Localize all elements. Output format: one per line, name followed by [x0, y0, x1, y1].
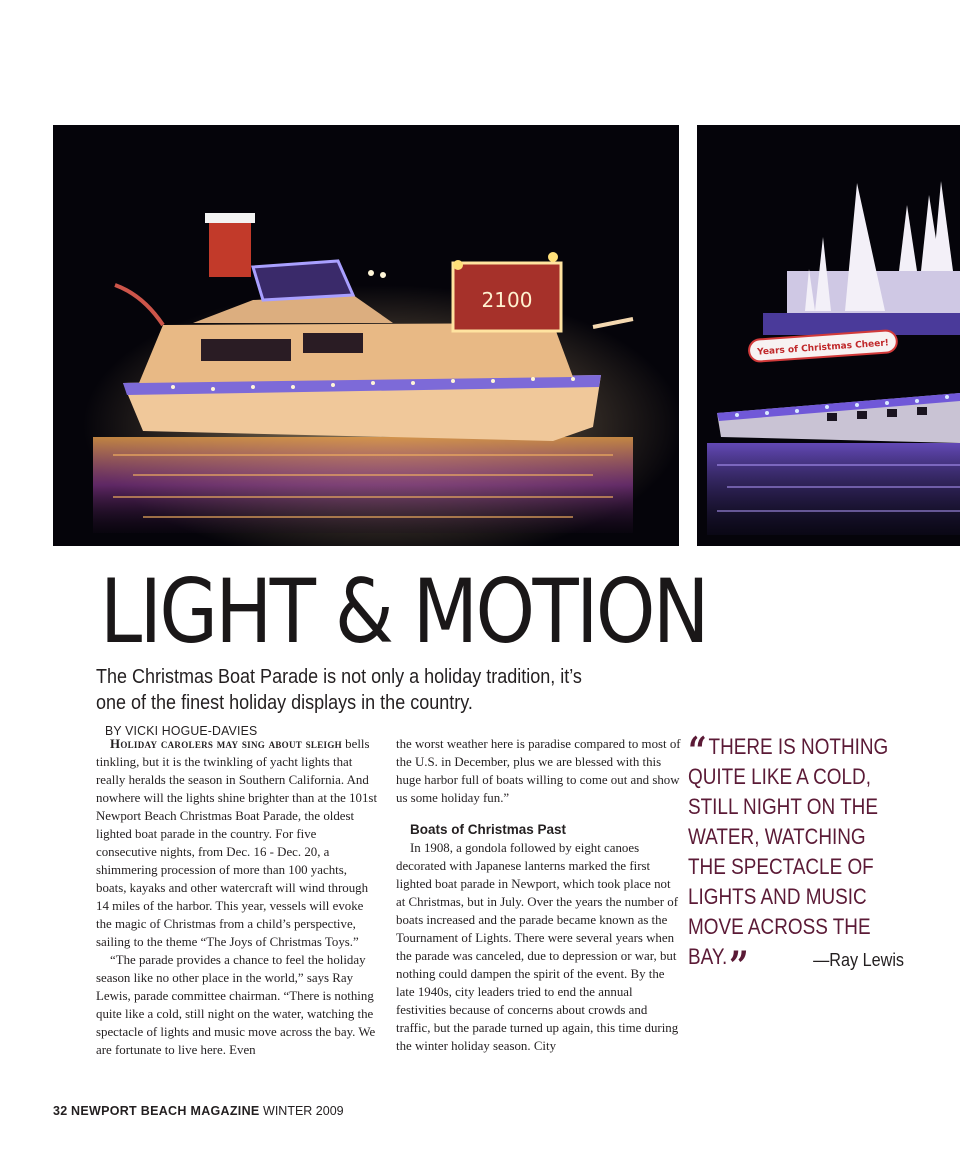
byline: BY VICKI HOGUE-DAVIES [105, 723, 258, 738]
issue-date: WINTER 2009 [263, 1104, 344, 1118]
dek-text: The Christmas Boat Parade is not only a holiday tradition, it’s one of the finest holiday displays in the country. [96, 666, 582, 714]
section-subhead: Boats of Christmas Past [410, 822, 567, 837]
body-column-2 [396, 735, 682, 1055]
publication-name: NEWPORT BEACH MAGAZINE [71, 1104, 260, 1118]
pull-quote [688, 728, 928, 990]
lighted-yacht-photo [53, 125, 679, 546]
body-paragraph: “The parade provides a chance to feel the holiday season like no other place in the world,” says Ray Lewis, parade committee chairman. “There is nothing quite like a cold, still night on the water, watching the spectacle of lights and music move across the bay. We are fortunate to live here. Even [96, 953, 376, 1057]
body-paragraph: the worst weather here is paradise compared to most of the U.S. in December, plus we are blessed with this huge harbor full of boats willing to come out and show us some holiday fun.” [396, 737, 681, 805]
article-headline: LIGHT & MOTION [100, 560, 707, 663]
boat-sign-number: 2100 [481, 288, 533, 312]
open-quote-icon: “ [688, 728, 707, 773]
page-number: 32 [53, 1104, 68, 1118]
lead-in: Holiday carolers may sing about sleigh [110, 737, 342, 751]
page-footer [53, 1104, 344, 1118]
body-paragraph [96, 735, 378, 951]
body-column-1 [96, 735, 378, 1059]
pull-quote-attribution: —Ray Lewis [813, 950, 904, 970]
second-yacht-photo [697, 125, 960, 546]
body-text: bells tinkling, but it is the twinkling of yacht lights that really heralds the season in Southern California. And nowhere will the lights shine brighter than at the 101st Newport Beach Christmas Boat Parade, the oldest lighted boat parade in the country. For five consecutive nights, from Dec. 16 - Dec. 20, a shimmering procession of more than 100 yachts, boats, kayaks and other watercraft will wind through 14 miles of the harbor. This year, vessels will evoke the magic of Christmas from a child’s perspective, sailing to the theme “The Joys of Christmas Toys.” [96, 737, 378, 949]
close-quote-icon: ” [728, 943, 749, 990]
article-dek [96, 664, 600, 744]
body-paragraph: In 1908, a gondola followed by eight canoes decorated with Japanese lanterns marked the first lighted boat parade in Newport, which took place not at Christmas, but in July. Over the years the number of boats increased and the parade became known as the Tournament of Lights. There were several years when the parade was canceled, due to depression or war, but nothing could dampen the spirit of the event. By the late 1940s, city leaders tried to end the annual festivities because of concerns about crowds and traffic, but the parade turned up again, this time during the winter holiday season. City [396, 841, 679, 1053]
boat-banner-text: Years of Christmas Cheer! [756, 338, 890, 358]
pull-quote-text: THERE IS NOTHING QUITE LIKE A COLD, STILL NIGHT ON THE WATER, WATCHING THE SPECTACLE OF LIGHTS AND MUSIC MOVE ACROSS THE BAY. [688, 734, 889, 969]
